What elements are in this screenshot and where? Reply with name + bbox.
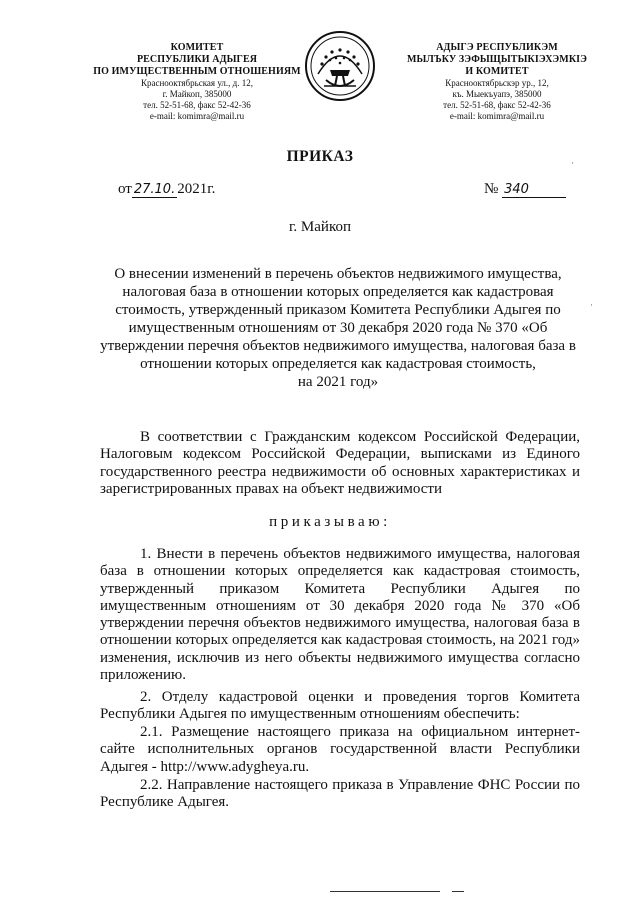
subject-line: на 2021 год»	[297, 374, 379, 390]
handwritten-number: 340	[502, 182, 566, 198]
order-number	[484, 181, 566, 198]
org-name-line: КОМИТЕТ	[170, 42, 224, 53]
coat-of-arms-icon	[304, 30, 376, 102]
header-left	[92, 42, 302, 122]
item-1-paragraph: 1. Внести в перечень объектов недвижимого имущества, налоговая база в отношении которых определяется как кадастровая стоимость, утвержденный приказом Комитета Республики Адыгея по имущественным отношениям от 30 декабря 2020 года № 370 «Об утверждении перечня объектов недвижимого имущества, налоговая база в отношении которых определяется как кадастровая стоимость, на 2021 год» изменения, исключив из него объекты недвижимого имущества согласно приложению.	[100, 546, 580, 684]
orders-heading: приказываю:	[269, 514, 391, 530]
scan-speck: ·	[571, 158, 574, 168]
subject-line: О внесении изменений в перечень объектов недвижимого имущества,	[114, 266, 562, 282]
scan-speck: ·	[590, 300, 593, 310]
item-2-1-paragraph: 2.1. Размещение настоящего приказа на официальном интернет-сайте исполнительных органов государственной власти Республики Адыгея - http://www.adygheya.ru.	[100, 724, 580, 775]
subject-line: отношении которых определяется как кадастровая стоимость,	[140, 356, 536, 372]
handwritten-date: 27.10.	[133, 182, 176, 197]
preamble-paragraph: В соответствии с Гражданским кодексом Российской Федерации, Налоговым кодексом Российской Федерации, выписками из Единого государственного реестра недвижимости об основных характеристиках и зарегистрированных правах на объект недвижимости	[100, 429, 580, 497]
subject-line: налоговая база в отношении которых определяется как кадастровая	[122, 284, 554, 300]
address-line: Краснооктябрьскэр ур., 12,	[445, 78, 549, 88]
org-name-line: РЕСПУБЛИКИ АДЫГЕЯ	[136, 54, 258, 65]
subject-line: имущественным отношениям от 30 декабря 2020 года № 370 «Об	[128, 320, 548, 336]
address-line: г. Майкоп, 385000	[162, 89, 232, 99]
item-2-paragraph: 2. Отделу кадастровой оценки и проведения торгов Комитета Республики Адыгея по имущественным отношениям обеспечить:	[100, 689, 580, 723]
phone-line: тел. 52-51-68, факс 52-42-36	[143, 100, 251, 110]
email-line: e-mail: komimra@mail.ru	[149, 111, 245, 121]
order-subject	[98, 265, 578, 391]
footer-rule	[452, 891, 464, 892]
order-date	[118, 181, 215, 198]
phone-line: тел. 52-51-68, факс 52-42-36	[443, 100, 551, 110]
org-name-line: МЫЛЪКУ ЗЭФЫЩЫТЫКІЭХЭМКІЭ	[406, 54, 588, 65]
address-line: Краснооктябрьская ул., д. 12,	[141, 78, 253, 88]
number-sign: №	[484, 181, 499, 197]
org-name-line: АДЫГЭ РЕСПУБЛИКЭМ	[436, 42, 558, 53]
email-line: e-mail: komimra@mail.ru	[449, 111, 545, 121]
footer-rule	[330, 891, 440, 892]
city: г. Майкоп	[288, 219, 352, 235]
header-right	[392, 42, 602, 122]
org-name-line: ПО ИМУЩЕСТВЕННЫМ ОТНОШЕНИЯМ	[93, 66, 301, 77]
org-name-line: И КОМИТЕТ	[465, 66, 529, 77]
date-year: 2021г.	[177, 181, 216, 197]
address-line: къ. Мыекъуапэ, 385000	[452, 89, 542, 99]
subject-line: утверждении перечня объектов недвижимого имущества, налоговая база в	[100, 338, 576, 354]
item-2-2-paragraph: 2.2. Направление настоящего приказа в Управление ФНС России по Республике Адыгея.	[100, 777, 580, 811]
date-prefix: от	[118, 181, 132, 197]
document-title: ПРИКАЗ	[286, 148, 354, 165]
subject-line: стоимость, утвержденный приказом Комитета Республики Адыгея по	[115, 302, 561, 318]
